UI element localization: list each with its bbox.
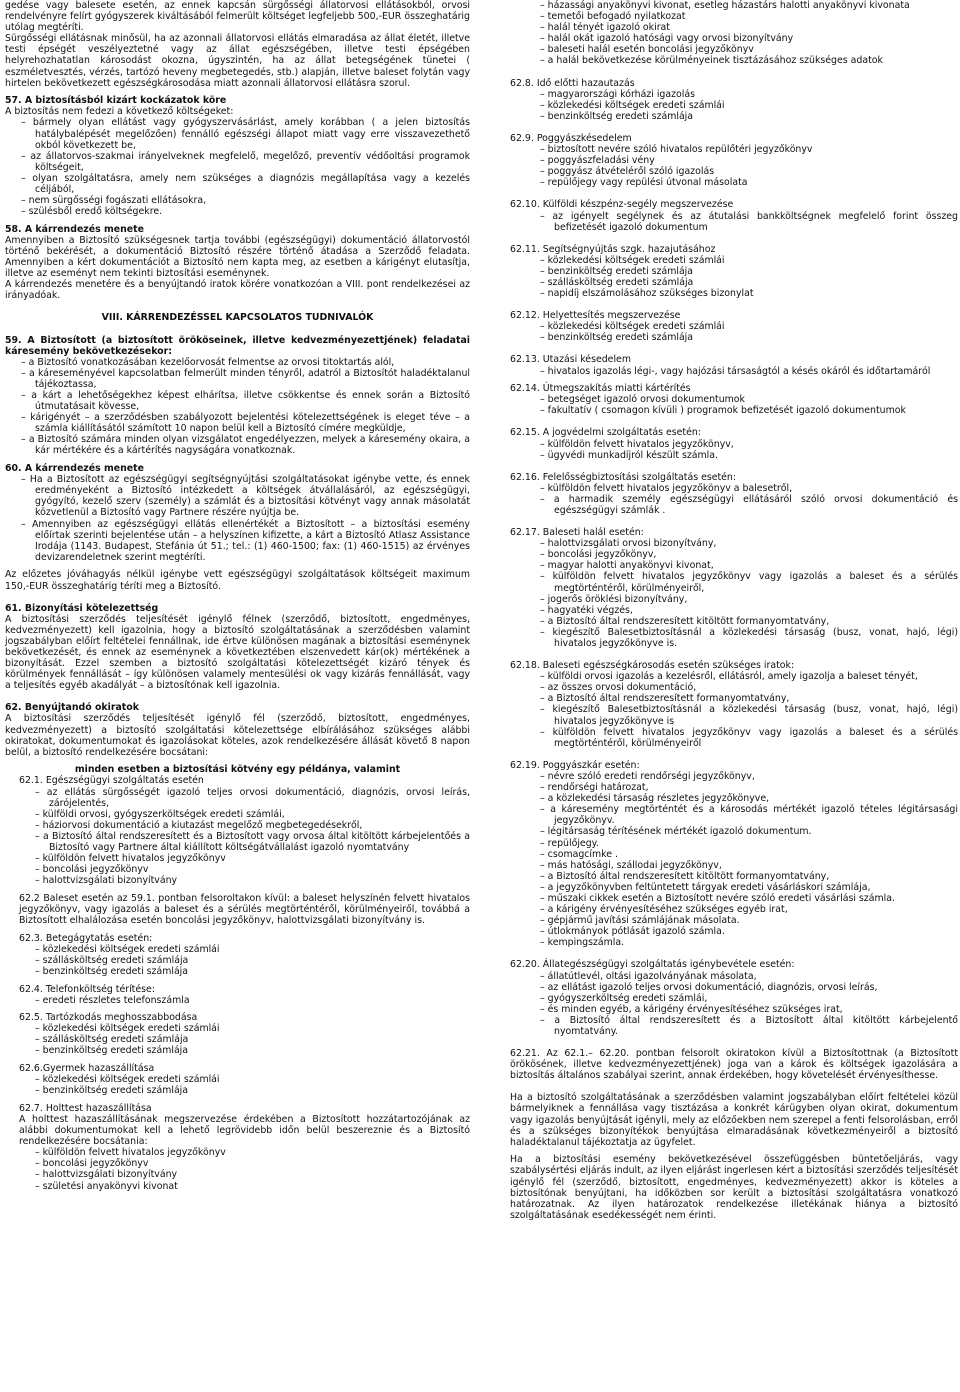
- list-item: – halál okát igazoló hatósági vagy orvosi bizonyítvány: [540, 33, 794, 45]
- subsection-heading: 62.2 Baleset esetén az 59.1. pontban felsoroltakon kívül: a baleset helyszínén felvett hivatalos jegyzőkönyv, vagy igazolás a baleset és a sérülés megtörténtéről, körülményeiről, továbbá a Biztosított elhalálozása esetén boncolási jegyzőkönyv, halottvizsgálati bizonyítvány is.: [19, 892, 470, 927]
- list-item: – külföldön felvett hivatalos jegyzőkönyv: [35, 1147, 226, 1159]
- paragraph: 62.20. Állategészségügyi szolgáltatás igénybevétele esetén:: [510, 959, 795, 971]
- section-heading: 61. Bizonyítási kötelezettség: [5, 602, 159, 614]
- list-item: – közlekedési költségek eredeti számlái: [540, 99, 725, 111]
- list-item: – külföldön felvett hivatalos jegyzőkönyv vagy igazolás a baleset és a sérülés megtörténtéről, körülményeiről,: [540, 571, 958, 594]
- list-item: – benzinköltség eredeti számlája: [540, 110, 694, 122]
- list-item: – halottvizsgálati bizonyítvány: [35, 1169, 178, 1181]
- list-item: – névre szóló eredeti rendőrségi jegyzőkönyv,: [540, 770, 755, 782]
- list-item: – kárigényét – a szerződésben szabályozott bejelentési kötelezettségének is eleget téve – a számla kiállításától számított 10 napon belül kell a Biztosító címére megküldje,: [21, 412, 470, 435]
- list-item: – a Biztosító által rendszeresített és a Biztosított vagy orvosa által kitöltött kárbejelentőés a Biztosító vagy Partnere által kiállított költségátvállalást igazoló nyomtatvány: [35, 830, 470, 853]
- list-item: – közlekedési költségek eredeti számlái: [35, 1023, 220, 1035]
- centered-heading: VIII. KÁRRENDEZÉSSEL KAPCSOLATOS TUDNIVALÓK: [101, 312, 374, 324]
- list-item: – a kárigény érvényesítéséhez szükséges egyéb irat,: [540, 904, 788, 916]
- list-item: – a Biztosító számára minden olyan vizsgálatot engedélyezzen, melyek a káresemény okaira, a kár mértékére és a kártérítés nagyságára vonatkoznak.: [21, 434, 470, 457]
- list-item: – külföldön felvett hivatalos jegyzőkönyv,: [540, 438, 734, 450]
- subsection-heading: 62.7. Holttest hazaszállítása: [19, 1102, 152, 1114]
- list-item: – külföldi orvosi, gyógyszerköltségek eredeti számlái,: [35, 808, 285, 820]
- list-item: – házassági anyakönyvi kivonat, esetleg házastárs halotti anyakönyvi kivonata: [540, 0, 910, 11]
- paragraph: 62.21. Az 62.1.– 62.20. pontban felsorolt okiratokon kívül a Biztosítottnak (a Biztosított örökösének, illetve kedvezményezettjének) joga van a károk és költségek igazolására a biztosítás általános szabályai szerint, annak érdekében, hogy követelését érvényesíthesse.: [510, 1048, 958, 1082]
- list-item: – a káresemény megtörténtét és a károsodás mértékét igazoló tételes légitársasági jegyzőkönyv.: [540, 804, 958, 827]
- spacer: [5, 592, 470, 603]
- left-column: [5, 0, 470, 1192]
- right-column: [510, 0, 958, 1221]
- list-item: – közlekedési költségek eredeti számlái: [35, 1074, 220, 1086]
- paragraph: 62.17. Baleseti halál esetén:: [510, 527, 644, 539]
- list-item: – külföldi orvosi igazolás a kezelésről, ellátásról, amely igazolja a baleset tényét,: [540, 671, 918, 683]
- list-item: – ügyvédi munkadíjról készült számla.: [540, 449, 718, 461]
- spacer: [510, 343, 958, 354]
- paragraph: 62.15. A jogvédelmi szolgáltatás esetén:: [510, 427, 701, 439]
- list-item: – gépjármű javítási számlájának másolata.: [540, 915, 740, 927]
- list-item: – poggyász átvételéről szóló igazolás: [540, 166, 715, 178]
- paragraph: 62.18. Baleseti egészségkárosodás esetén szükséges iratok:: [510, 660, 795, 672]
- list-item: – halál tényét igazoló okirat: [540, 22, 670, 34]
- paragraph: 62.16. Felelősségbiztosítási szolgáltatás esetén:: [510, 471, 737, 483]
- section-heading: 58. A kárrendezés menete: [5, 223, 144, 235]
- spacer: [510, 948, 958, 959]
- list-item: – fakultatív ( csomagon kívüli ) programok befizetését igazoló dokumentumok: [540, 405, 906, 417]
- section-heading: 60. A kárrendezés menete: [5, 463, 144, 475]
- list-item: – a kárt a lehetőségekhez képest elhárítsa, illetve csökkentse és ennek során a Biztosító útmutatásait kövesse,: [21, 390, 470, 413]
- spacer: [510, 1081, 958, 1092]
- list-item: – szállásköltség eredeti számlája: [35, 1034, 189, 1046]
- section-heading: 59. A Biztosított (a biztosított örököseinek, illetve kedvezményezettjének) feladatai káresemény bekövetkezésekor:: [5, 334, 470, 357]
- list-item: – közlekedési költségek eredeti számlái: [540, 254, 725, 266]
- centered-heading: minden esetben a biztosítási kötvény egy példánya, valamint: [74, 764, 401, 776]
- list-item: – az igényelt segélynek és az átutalási bankköltségnek megfelelő forint összeg befizetését igazoló dokumentum: [540, 210, 958, 233]
- list-item: – hagyatéki végzés,: [540, 604, 633, 616]
- list-item: – jogerős öröklési bizonyítvány,: [540, 593, 688, 605]
- list-item: – bármely olyan ellátást vagy gyógyszervásárlást, amely korábban ( a jelen biztosítás hatálybalépését megelőzően) fennálló egészségi állapot miatt vagy erre visszavezethető okból következett be,: [21, 117, 470, 151]
- list-item: – halottvizsgálati bizonyítvány: [35, 875, 178, 887]
- paragraph: Sürgősségi ellátásnak minősül, ha az azonnali állatorvosi ellátás elmaradása az állat életét, illetve testi épségét veszélyeztetné vagy az állat egészségében, illetve testi épségében helyrehozhatatlan károsodást okozna, úgyszintén, ha az állat betegségének tünetei ( eszméletvesztés, vérzés, tartózó heveny megbetegedés, stb.) alapján, illetve baleset folytán vagy hirtelen bekövetkezett egészségkárosodása miatt azonnali állatorvosi ellátásra szorul.: [5, 33, 470, 89]
- list-item: – születési anyakönyvi kivonat: [35, 1180, 178, 1192]
- list-item: – állatútlevél, oltási igazolványának másolata,: [540, 970, 757, 982]
- list-item: – külföldön felvett hivatalos jegyzőkönyv vagy igazolás a baleset és a sérülés megtörténtéről, körülményeiről: [540, 726, 958, 749]
- list-item: – gyógyszerköltség eredeti számlái,: [540, 992, 708, 1004]
- list-item: – a jegyzőkönyvben feltüntetett tárgyak eredeti vásárláskori számlája,: [540, 881, 871, 893]
- list-item: – kempingszámla.: [540, 937, 625, 949]
- spacer: [5, 301, 470, 312]
- list-item: – légitársaság térítésének mértékét igazoló dokumentum.: [540, 826, 812, 838]
- list-item: – napidíj elszámolásához szükséges bizonylat: [540, 288, 754, 300]
- list-item: – útlokmányok pótlását igazoló számla.: [540, 926, 725, 938]
- list-item: – magyarországi kórházi igazolás: [540, 88, 696, 100]
- paragraph: A biztosítás nem fedezi a következő költségeket:: [5, 106, 234, 118]
- spacer: [510, 649, 958, 660]
- spacer: [510, 188, 958, 199]
- list-item: – műszaki cikkek esetén a Biztosított nevére szóló eredeti vásárlási számla.: [540, 892, 895, 904]
- paragraph: 62.13. Utazási késedelem: [510, 354, 631, 366]
- subsection-heading: 62.4. Telefonköltség térítése:: [19, 983, 155, 995]
- list-item: – szállásköltség eredeti számlája: [540, 276, 694, 288]
- list-item: – boncolási jegyzőkönyv: [35, 864, 149, 876]
- list-item: – az ellátás sürgősségét igazoló teljes orvosi dokumentáció, diagnózis, orvosi leírás, zárójelentés,: [35, 786, 470, 809]
- list-item: – és minden egyéb, a kárigény érvényesítéséhez szükséges irat,: [540, 1003, 843, 1015]
- paragraph: Ha a biztosító szolgáltatásának a szerződésben valamint jogszabályban előírt feltételei közül bármelyiknek a fennállása vagy tisztázása a konkrét kárügyben olyan okirat, dokumentum vagy igazolás benyújtását igényli, mely az előzőekben nem szerepel a fenti felsorolásban, erről és a szükséges bizonyítékok benyújtása elmaradásának következményeiről a biztosító haladéktalanul tájékoztatja az ügyfelet.: [510, 1092, 958, 1148]
- section-heading: 57. A biztosításból kizárt kockázatok köre: [5, 95, 227, 107]
- paragraph: A biztosítási szerződés teljesítését igénylő fél (szerződő, biztosított, engedményes, kedvezményezett) a biztosító szolgáltatási kötelezettsége elbírálásához szükséges alábbi okiratokat, dokumentumokat és igazolásokat köteles, azok rendelkezésére állását követő 8 napon belül, a biztosító rendelkezésére bocsátani:: [5, 713, 470, 758]
- paragraph: 62.19. Poggyászkár esetén:: [510, 759, 640, 771]
- list-item: – boncolási jegyzőkönyv,: [540, 549, 657, 561]
- paragraph: gedése vagy balesete esetén, az ennek kapcsán sürgősségi állatorvosi ellátásokból, orvosi rendelvényre felírt gyógyszerek kiváltásából felmerült költséget legfeljebb 500,-EUR összeghatárig utólag megtéríti.: [5, 0, 470, 34]
- paragraph: 62.12. Helyettesítés megszervezése: [510, 310, 681, 322]
- list-item: – a halál bekövetkezése körülményeinek tisztázásához szükséges adatok: [540, 55, 883, 67]
- list-item: – a Biztosító által rendszeresített formanyomtatvány,: [540, 693, 790, 705]
- list-item: – Amennyiben az egészségügyi ellátás ellenértékét a Biztosított – a biztosítási esemény előírtak szerinti bejelentése után – a helyszínen kifizette, a kárt a Biztosító Atlasz Assistance Irodája (1143. Budapest, Stefánia út 51.; tel.: (1) 460-1500; fax: (1) 460-1515) az érvényes devizarendeletnek szerint megtéríti.: [21, 518, 470, 563]
- list-item: – eredeti részletes telefonszámla: [35, 994, 190, 1006]
- list-item: – az állatorvos-szakmai irányelveknek megfelelő, megelőző, preventív védőoltási programok költségeit,: [21, 150, 470, 173]
- list-item: – a közlekedési társaság részletes jegyzőkönyve,: [540, 793, 770, 805]
- list-item: – benzinköltség eredeti számlája: [35, 1085, 189, 1097]
- list-item: – poggyászfeladási vény: [540, 155, 655, 167]
- list-item: – magyar halotti anyakönyvi kivonat,: [540, 560, 714, 572]
- list-item: – kiegészítő Balesetbiztosításnál a közlekedési társaság (busz, vonat, hajó, légi) hivatalos jegyzőkönyve is.: [540, 626, 958, 649]
- spacer: [510, 749, 958, 760]
- subsection-heading: 62.5. Tartózkodás meghosszabbodása: [19, 1012, 198, 1024]
- subsection-heading: 62.1. Egészségügyi szolgáltatás esetén: [19, 775, 204, 787]
- list-item: – az összes orvosi dokumentáció,: [540, 682, 697, 694]
- spacer: [510, 299, 958, 310]
- list-item: – benzinköltség eredeti számlája: [540, 265, 694, 277]
- paragraph: A biztosítási szerződés teljesítését igénylő félnek (szerződő, biztosított, engedményes, kedvezményezett) kell igazolnia, hogy a biztosító szolgáltatásának a szerződésben valamint jogszabályban előírt feltételei fennállnak, ide értve különösen magának a biztosítási eseménynek bekövetkezését, és ennek az eseménynek a következtében elszenvedett kár(ok) mértékének a bizonyítását. Ezzel szemben a biztosító szolgáltatási kötelezettségét kizáró tények és körülmények fennállását – így különösen valamely mentesülési ok vagy kizárás fennállását, vagy a teljesítés egyéb akadályát – a biztosítónak kell igazolnia.: [5, 613, 470, 692]
- list-item: – betegséget igazoló orvosi dokumentumok: [540, 394, 745, 406]
- list-item: – boncolási jegyzőkönyv: [35, 1158, 149, 1170]
- paragraph: 62.9. Poggyászkésedelem: [510, 132, 632, 144]
- list-item: – benzinköltség eredeti számlája: [540, 332, 694, 344]
- list-item: – temetői befogadó nyilatkozat: [540, 11, 686, 23]
- list-item: – a Biztosító által rendszeresített kitöltött formanyomtatvány,: [540, 615, 830, 627]
- spacer: [510, 516, 958, 527]
- list-item: – olyan szolgáltatásra, amely nem szükséges a diagnózis megállapítása vagy a kezelés céljából,: [21, 172, 470, 195]
- list-item: – biztosított nevére szóló hivatalos repülőtéri jegyzőkönyv: [540, 144, 813, 156]
- spacer: [510, 67, 958, 78]
- list-item: – csomagcímke .: [540, 848, 618, 860]
- list-item: – szülésből eredő költségekre.: [21, 206, 163, 218]
- list-item: – kiegészítő Balesetbiztosításnál a közlekedési társaság (busz, vonat, hajó, légi) hivatalos jegyzőkönyve is: [540, 704, 958, 727]
- subsection-heading: 62.3. Betegágytatás esetén:: [19, 932, 153, 944]
- list-item: – Ha a Biztosított az egészségügyi segítségnyújtási szolgáltatásokat igénybe vette, és ennek eredményeként a Biztosító intézkedett a költségek átvállalásáról, az egészségügyi, gyógyító, kezelő szerv (személy) a számlát és a biztosítási kötvényt vagy annak másolatát közvetlenül a Biztosító vagy Partnere részére nyújtja be.: [21, 474, 470, 519]
- list-item: – benzinköltség eredeti számlája: [35, 1045, 189, 1057]
- list-item: – benzinköltség eredeti számlája: [35, 965, 189, 977]
- list-item: – hivatalos igazolás légi-, vagy hajózási társaságtól a késés okáról és időtartamáról: [540, 365, 931, 377]
- list-item: – repülőjegy.: [540, 837, 599, 849]
- spacer: [5, 691, 470, 702]
- spacer: [510, 122, 958, 133]
- list-item: – külföldön felvett hivatalos jegyzőkönyv: [35, 853, 226, 865]
- paragraph: Az előzetes jóváhagyás nélkül igénybe vett egészségügyi szolgáltatások költségeit maximum 150,-EUR összeghatárig téríti meg a Biztosító.: [5, 569, 470, 592]
- paragraph: 62.10. Külföldi készpénz-segély megszervezése: [510, 199, 734, 211]
- list-item: – az ellátást igazoló teljes orvosi dokumentáció, diagnózis, orvosi leírás,: [540, 981, 878, 993]
- section-heading: 62. Benyújtandó okiratok: [5, 702, 139, 714]
- list-item: – külföldön felvett hivatalos jegyzőkönyv a balesetről,: [540, 482, 793, 494]
- list-item: – a harmadik személy egészségügyi ellátásáról szóló orvosi dokumentáció és egészségügyi számlák .: [540, 493, 958, 516]
- list-item: – más hatósági, szállodai jegyzőkönyv,: [540, 859, 722, 871]
- spacer: [5, 324, 470, 335]
- list-item: – halottvizsgálati orvosi bizonyítvány,: [540, 538, 717, 550]
- paragraph: Amennyiben a Biztosító szükségesnek tartja további (egészségügyi) dokumentáció állatorvostól történő bekérését, a dokumentáció Biztosító részére történő átadása a Szerződő feladata. Amennyiben a kért dokumentációt a Biztosító nem kapta meg, az esetben a kárigényt elutasítja, illetve az eseményt nem tekinti biztosítási eseménynek.: [5, 234, 470, 280]
- list-item: – repülőjegy vagy repülési útvonal másolata: [540, 177, 748, 189]
- subsection-heading: 62.6.Gyermek hazaszállítása: [19, 1063, 155, 1075]
- paragraph: 62.14. Útmegszakítás miatti kártérítés: [510, 383, 691, 395]
- list-item: – a Biztosító által rendszeresített kitöltött formanyomtatvány,: [540, 870, 830, 882]
- list-item: – közlekedési költségek eredeti számlái: [35, 943, 220, 955]
- list-item: – közlekedési költségek eredeti számlái: [540, 321, 725, 333]
- list-item: – baleseti halál esetén boncolási jegyzőkönyv: [540, 44, 754, 56]
- spacer: [510, 1037, 958, 1048]
- list-item: – szállásköltség eredeti számlája: [35, 954, 189, 966]
- spacer: [510, 461, 958, 472]
- list-item: – a Biztosító vonatkozásában kezelőorvosát felmentse az orvosi titoktartás alól,: [21, 356, 395, 368]
- list-item: – nem sürgősségi fogászati ellátásokra,: [21, 195, 207, 207]
- paragraph: 62.11. Segítségnyújtás szgk. hazajutásához: [510, 243, 716, 255]
- list-item: – háziorvosi dokumentáció a kiutazást megelőző megbetegedésekről,: [35, 819, 363, 831]
- paragraph: A kárrendezés menetére és a benyújtandó iratok körére vonatkozóan a VIII. pont rendelkezései az irányadóak.: [5, 279, 470, 302]
- list-item: – a Biztosító által rendszeresített és a Biztosított által kitöltött kárbejelentő nyomtatvány.: [540, 1014, 958, 1037]
- list-item: – a káreseményével kapcsolatban felmerült minden tényről, adatról a Biztosítót haladéktalanul tájékoztassa,: [21, 367, 470, 390]
- spacer: [510, 416, 958, 427]
- paragraph: Ha a biztosítási esemény bekövetkezésével összefüggésben büntetőeljárás, vagy szabálysértési eljárás indult, az ilyen eljárást ingerlesen kért a biztosítási szerződés teljesítését igénylő fél (szerződő, biztosított, engedményes, kedvezményezett) akkor is köteles a biztosítónak benyújtani, ha időközben sor került a biztosítási szolgáltatásra vonatkozó határozatnak. Az ilyen határozatok rendelkezése illetékának hiánya a biztosító szolgáltatásának esedékességét nem érinti.: [510, 1154, 958, 1221]
- paragraph: 62.8. Idő előtti hazautazás: [510, 77, 635, 89]
- indented-paragraph: A holttest hazaszállításának megszervezése érdekében a Biztosított hozzátartozójának az alábbi dokumentumokat kell a lehető legrövidebb időn belül beszereznie és a Biztosító rendelkezésére bocsátania:: [19, 1113, 470, 1148]
- spacer: [510, 233, 958, 244]
- list-item: – rendőrségi határozat,: [540, 782, 649, 794]
